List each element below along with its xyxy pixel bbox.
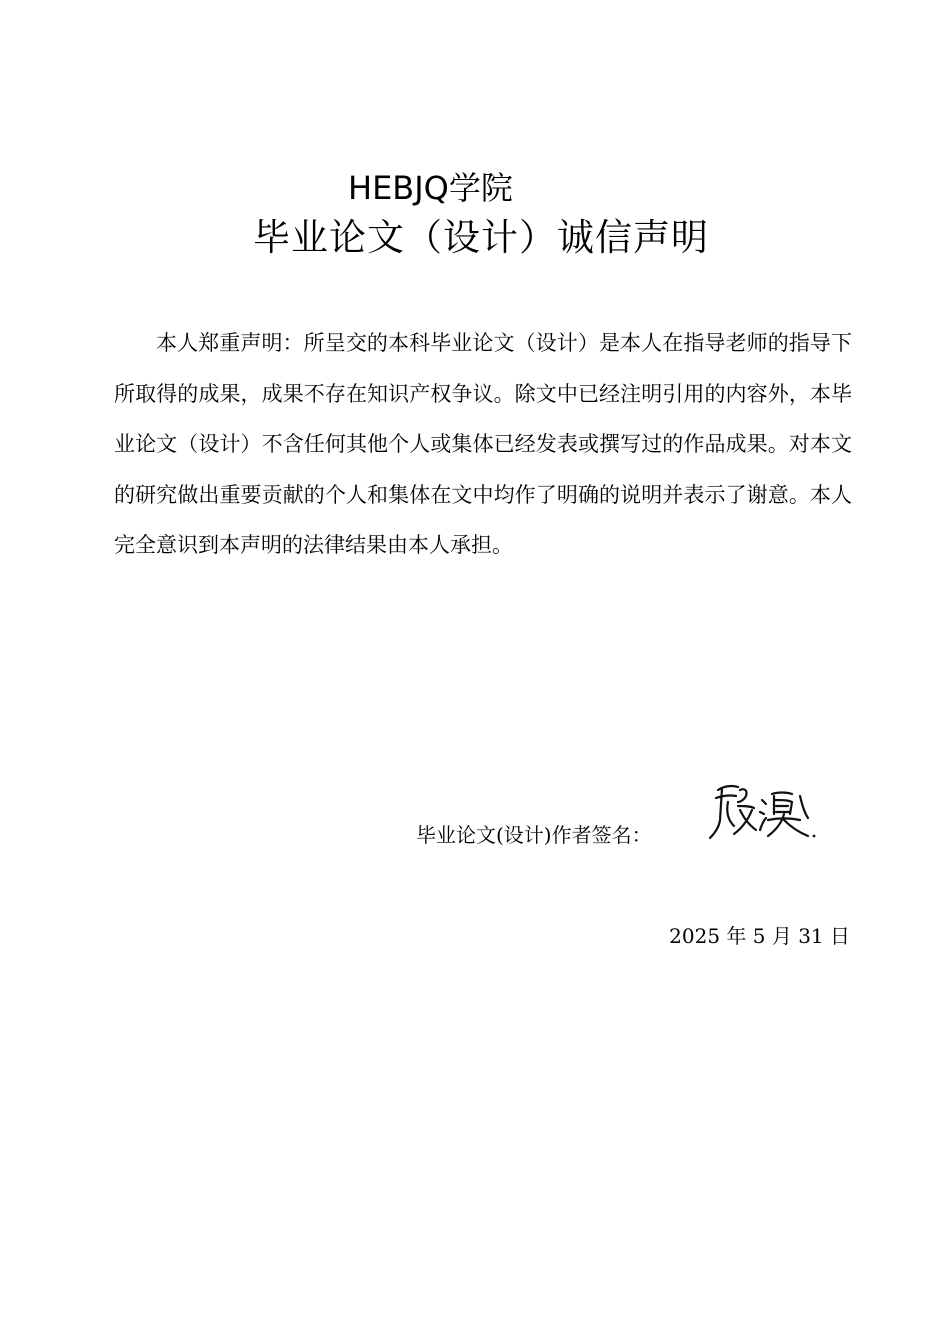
declaration-paragraph: 本人郑重声明：所呈交的本科毕业论文（设计）是本人在指导老师的指导下所取得的成果，成果不存在知识产权争议。除文中已经注明引用的内容外，本毕业论文（设计）不含任何其他个人或集体已经发表或撰写过的作品成果。对本文的研究做出重要贡献的个人和集体在文中均作了明确的说明并表示了谢意。本人完全意识到本声明的法律结果由本人承担。	[114, 331, 852, 557]
signature-date: 2025 年 5 月 31 日	[669, 924, 850, 948]
handwritten-signature	[704, 776, 824, 846]
institution-name: HEBJQ学院	[348, 169, 513, 207]
page-title: 毕业论文（设计）诚信声明	[253, 216, 709, 259]
signature-label: 毕业论文(设计)作者签名：	[416, 823, 652, 847]
